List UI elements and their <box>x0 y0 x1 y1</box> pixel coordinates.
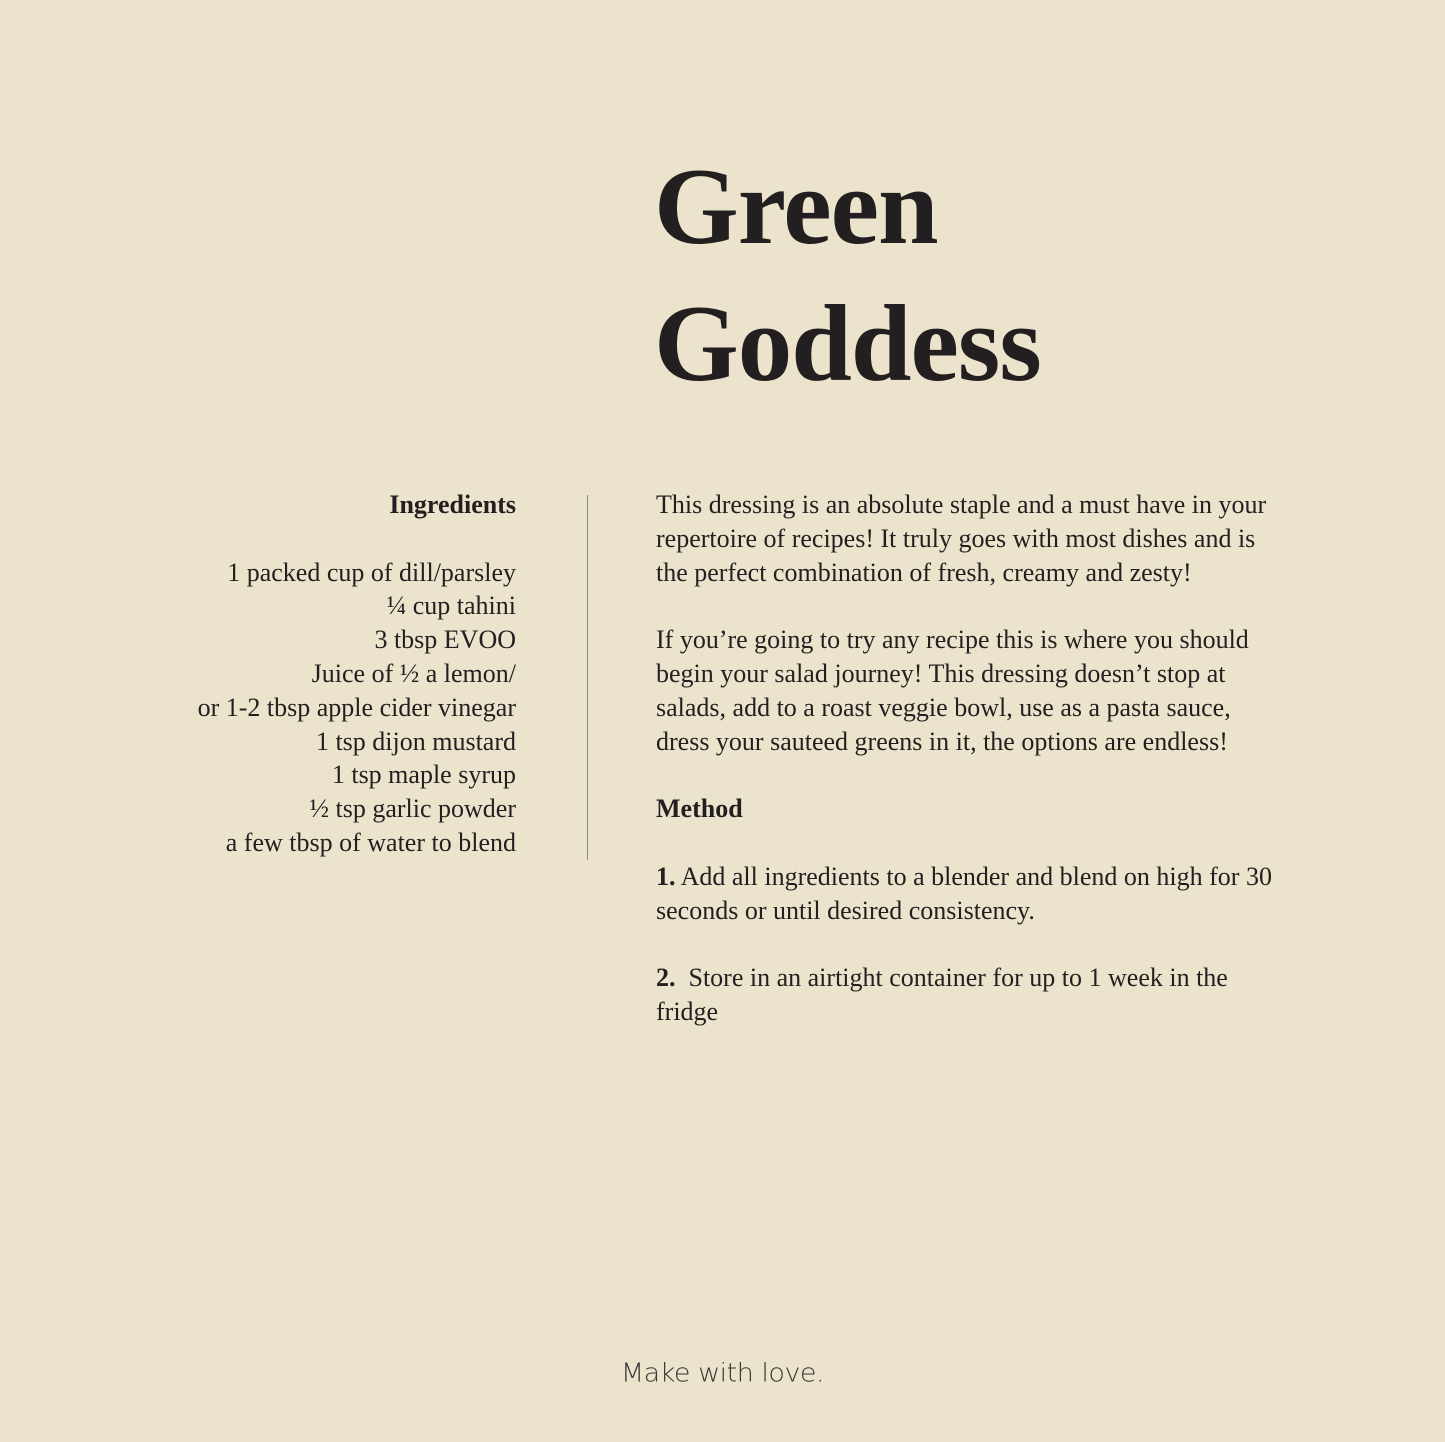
ingredient-item: 1 tsp dijon mustard <box>315 726 516 756</box>
intro-paragraph-1: This dressing is an absolute staple and a must have in your repertoire of recipes! It truly goes with most dishes and is the perfect combination of fresh, creamy and zesty! <box>656 490 1267 587</box>
step-number: 2. <box>656 963 676 993</box>
recipe-title-line-1: Green <box>654 146 938 267</box>
ingredient-item: Juice of ½ a lemon/ <box>311 658 516 688</box>
ingredient-item: ¼ cup tahini <box>386 591 516 621</box>
step-text: Add all ingredients to a blender and blend on high for 30 seconds or until desired consistency. <box>656 861 1272 925</box>
method-step-2 <box>656 961 1276 1029</box>
method-heading: Method <box>656 794 743 824</box>
recipe-title <box>654 138 1041 412</box>
ingredient-item: or 1-2 tbsp apple cider vinegar <box>197 692 516 722</box>
ingredient-item: 3 tbsp EVOO <box>374 625 516 655</box>
recipe-description <box>656 488 1276 1063</box>
footer-tagline: Make with love. <box>620 1358 825 1389</box>
step-number: 1. <box>656 861 676 891</box>
ingredient-item: a few tbsp of water to blend <box>225 827 516 857</box>
method-step-1 <box>656 860 1276 928</box>
ingredient-item: 1 packed cup of dill/parsley <box>227 557 516 587</box>
ingredient-item: ½ tsp garlic powder <box>309 794 516 824</box>
recipe-title-line-2: Goddess <box>654 283 1041 404</box>
ingredients-list <box>96 556 516 860</box>
intro-paragraph-2: If you’re going to try any recipe this is where you should begin your salad journey! This dressing doesn’t stop at salads, add to a roast veggie bowl, use as a pasta sauce, dress your sauteed greens in it, the options are endless! <box>656 625 1249 756</box>
ingredients-heading: Ingredients <box>389 490 516 519</box>
ingredients-section <box>96 488 516 860</box>
column-divider <box>587 495 588 860</box>
ingredient-item: 1 tsp maple syrup <box>331 760 516 790</box>
step-text: Store in an airtight container for up to 1 week in the fridge <box>656 963 1228 1026</box>
